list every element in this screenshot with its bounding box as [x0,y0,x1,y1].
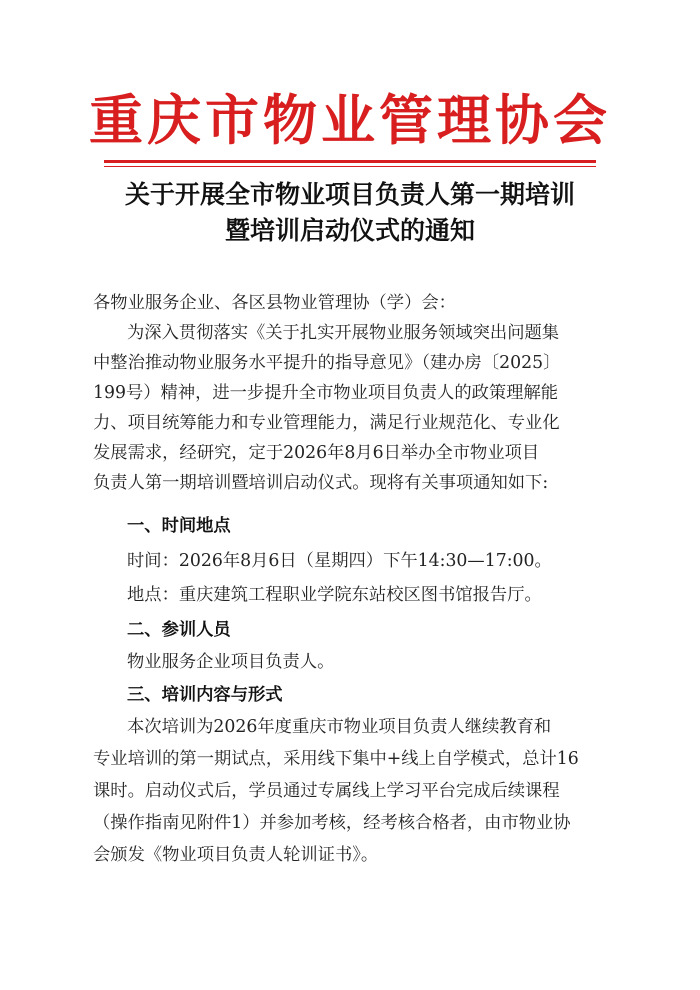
training-line-5: 会颁发《物业项目负责人轮训证书》。 [93,845,379,865]
intro-line-6: 负责人第一期培训暨培训启动仪式。现将有关事项通知如下: [93,473,549,493]
letterhead-divider-thick [104,160,596,163]
notice-title-line-1: 关于开展全市物业项目负责人第一期培训 [124,180,575,209]
intro-line-3: 199号）精神，进一步提升全市物业项目负责人的政策理解能 [93,383,559,403]
training-line-4: （操作指南见附件1）并参加考核，经考核合格者，由市物业协 [93,813,571,833]
event-place: 地点：重庆建筑工程职业学院东站校区图书馆报告厅。 [127,585,542,605]
training-line-3: 课时。启动仪式后，学员通过专属线上学习平台完成后续课程 [93,781,560,801]
section-heading-participants: 二、参训人员 [127,620,231,640]
section-heading-content-format: 三、培训内容与形式 [127,685,283,705]
letterhead-divider-thin [104,166,596,167]
training-line-1: 本次培训为2026年度重庆市物业项目负责人继续教育和 [127,717,552,737]
section-heading-time-place: 一、时间地点 [127,516,231,536]
intro-line-5: 发展需求，经研究，定于2026年8月6日举办全市物业项目 [93,443,540,463]
intro-line-1: 为深入贯彻落实《关于扎实开展物业服务领域突出问题集 [127,323,560,343]
organization-letterhead: 重庆市物业管理协会 [89,88,611,152]
salutation: 各物业服务企业、各区县物业管理协（学）会： [93,293,456,313]
training-line-2: 专业培训的第一期试点，采用线下集中+线上自学模式，总计16 [93,749,579,769]
notice-title-line-2: 暨培训启动仪式的通知 [224,216,475,245]
intro-line-2: 中整治推动物业服务水平提升的指导意见》（建办房〔2025〕 [93,353,561,373]
event-time: 时间：2026年8月6日（星期四）下午14:30—17:00。 [127,551,552,571]
intro-line-4: 力、项目统筹能力和专业管理能力，满足行业规范化、专业化 [93,413,560,433]
participants-content: 物业服务企业项目负责人。 [127,652,335,672]
